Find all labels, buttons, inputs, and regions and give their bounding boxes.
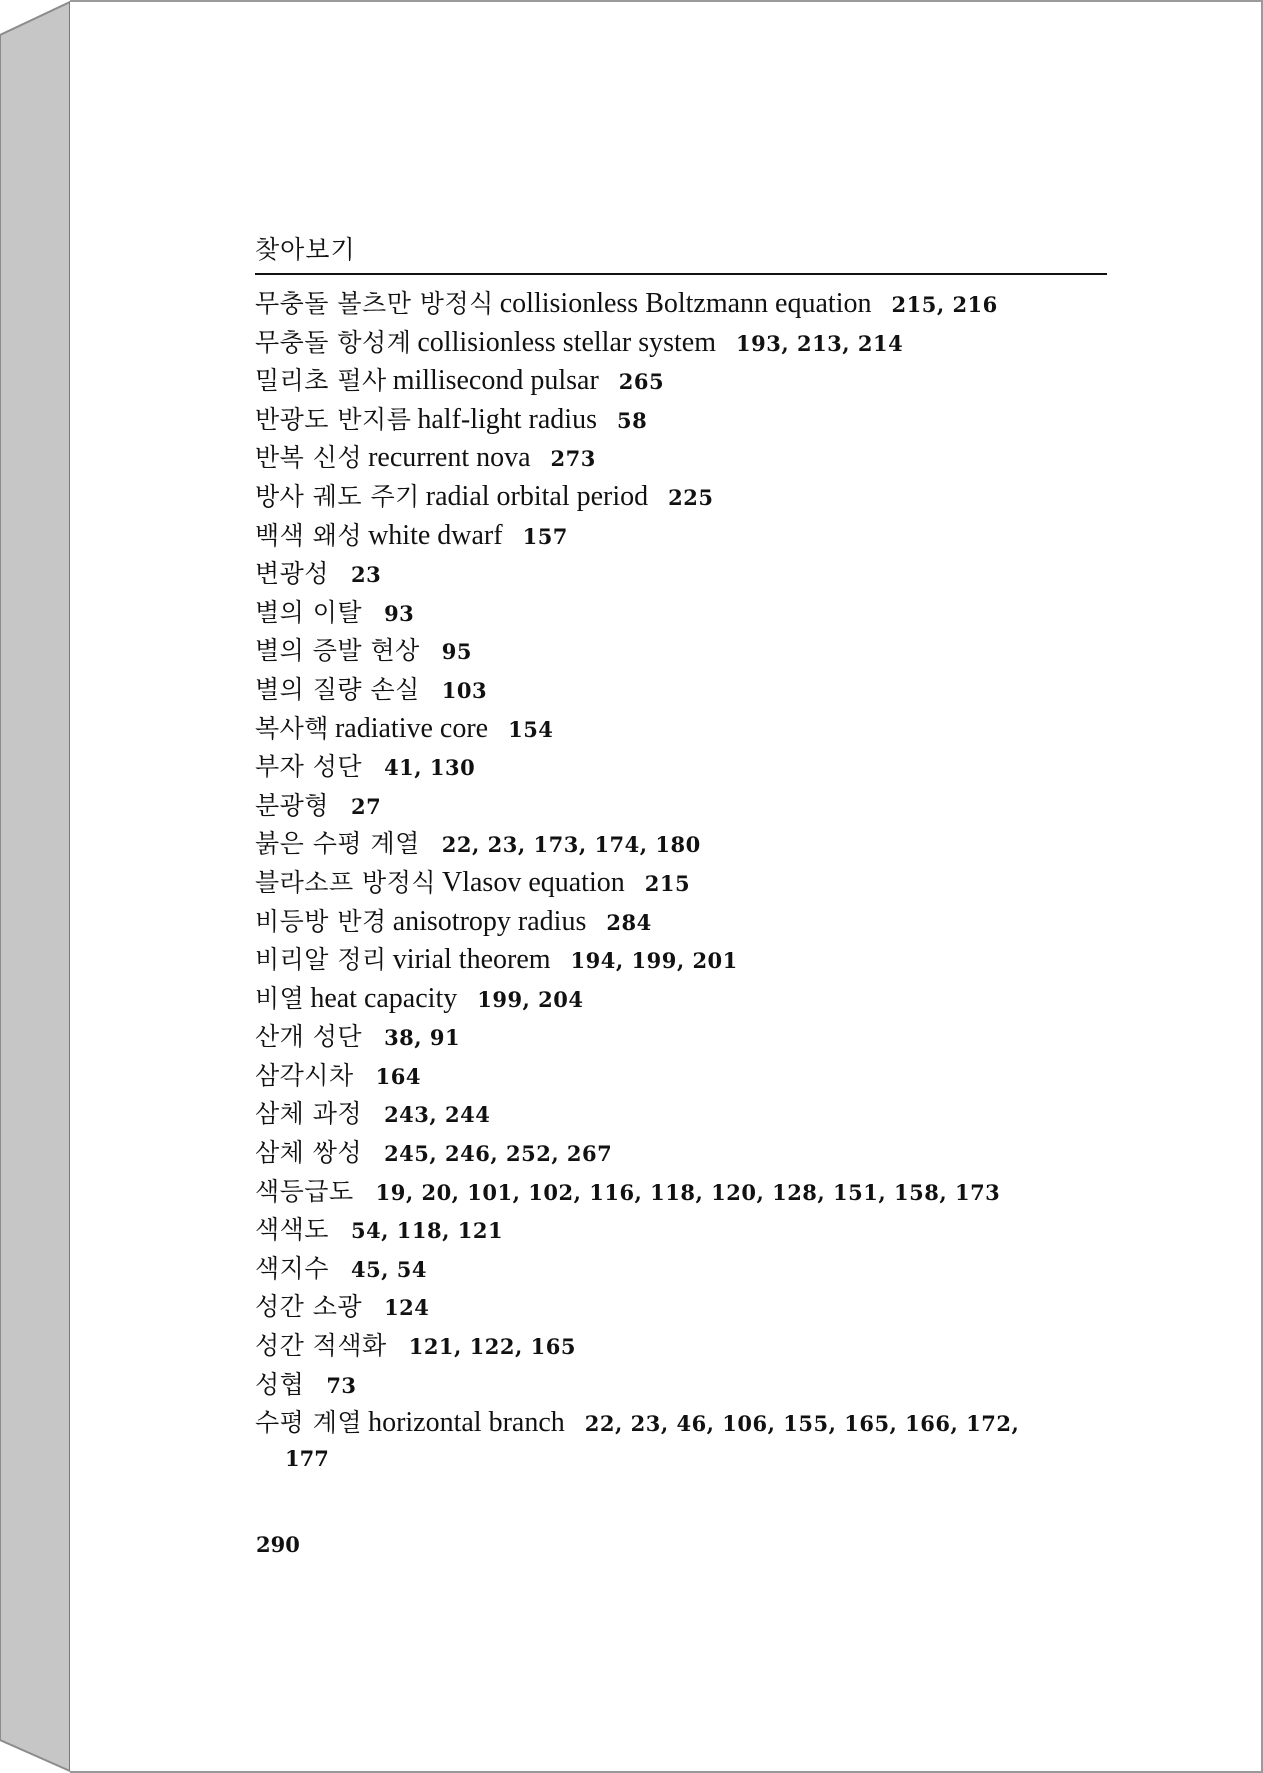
book-page	[70, 0, 1263, 1773]
index-entry: 반복 신성 recurrent nova 273	[255, 442, 596, 474]
index-entry: 삼각시차 164	[255, 1060, 421, 1090]
index-entry: 색등급도 19, 20, 101, 102, 116, 118, 120, 128, 151, 158, 173	[255, 1176, 1001, 1206]
index-entry: 붉은 수평 계열 22, 23, 173, 174, 180	[255, 829, 701, 859]
index-entry: 비리알 정리 virial theorem 194, 199, 201	[255, 944, 738, 976]
index-entry: 성협 73	[255, 1369, 357, 1399]
index-entry: 색지수 45, 54	[255, 1253, 428, 1283]
index-entry: 부자 성단 41, 130	[255, 752, 476, 782]
index-entry: 방사 궤도 주기 radial orbital period 225	[255, 480, 714, 512]
index-entry: 분광형 27	[255, 790, 382, 820]
index-entry: 색색도 54, 118, 121	[255, 1215, 504, 1245]
index-header: 찾아보기	[255, 235, 356, 264]
header-rule	[255, 273, 1107, 275]
index-entry: 성간 소광 124	[255, 1292, 430, 1322]
index-entry: 별의 질량 손실 103	[255, 674, 488, 704]
index-entry: 변광성 23	[255, 559, 382, 589]
book-spine	[0, 0, 72, 1773]
index-entry: 무충돌 항성계 collisionless stellar system 193, 213, 214	[255, 326, 904, 358]
index-entry: 비등방 반경 anisotropy radius 284	[255, 905, 652, 937]
index-entry: 수평 계열 horizontal branch 22, 23, 46, 106, 155, 165, 166, 172, 177	[255, 1404, 1155, 1482]
page-number: 290	[256, 1532, 300, 1557]
index-entry-continuation: 177	[285, 1445, 329, 1471]
index-entries	[255, 285, 1155, 1482]
index-entry: 복사핵 radiative core 154	[255, 712, 554, 744]
index-entry: 무충돌 볼츠만 방정식 collisionless Boltzmann equation 215, 216	[255, 288, 998, 319]
index-entry: 삼체 쌍성 245, 246, 252, 267	[255, 1138, 613, 1168]
index-entry: 삼체 과정 243, 244	[255, 1099, 491, 1129]
index-entry: 별의 증발 현상 95	[255, 636, 473, 666]
index-entry: 블라소프 방정식 Vlasov equation 215	[255, 866, 691, 898]
index-entry: 백색 왜성 white dwarf 157	[255, 519, 568, 551]
index-entry: 성간 적색화 121, 122, 165	[255, 1331, 576, 1361]
index-entry: 밀리초 펄사 millisecond pulsar 265	[255, 365, 665, 397]
index-entry: 비열 heat capacity 199, 204	[255, 982, 584, 1014]
index-entry: 별의 이탈 93	[255, 597, 415, 627]
index-entry: 산개 성단 38, 91	[255, 1022, 461, 1052]
index-entry: 반광도 반지름 half-light radius 58	[255, 403, 648, 435]
